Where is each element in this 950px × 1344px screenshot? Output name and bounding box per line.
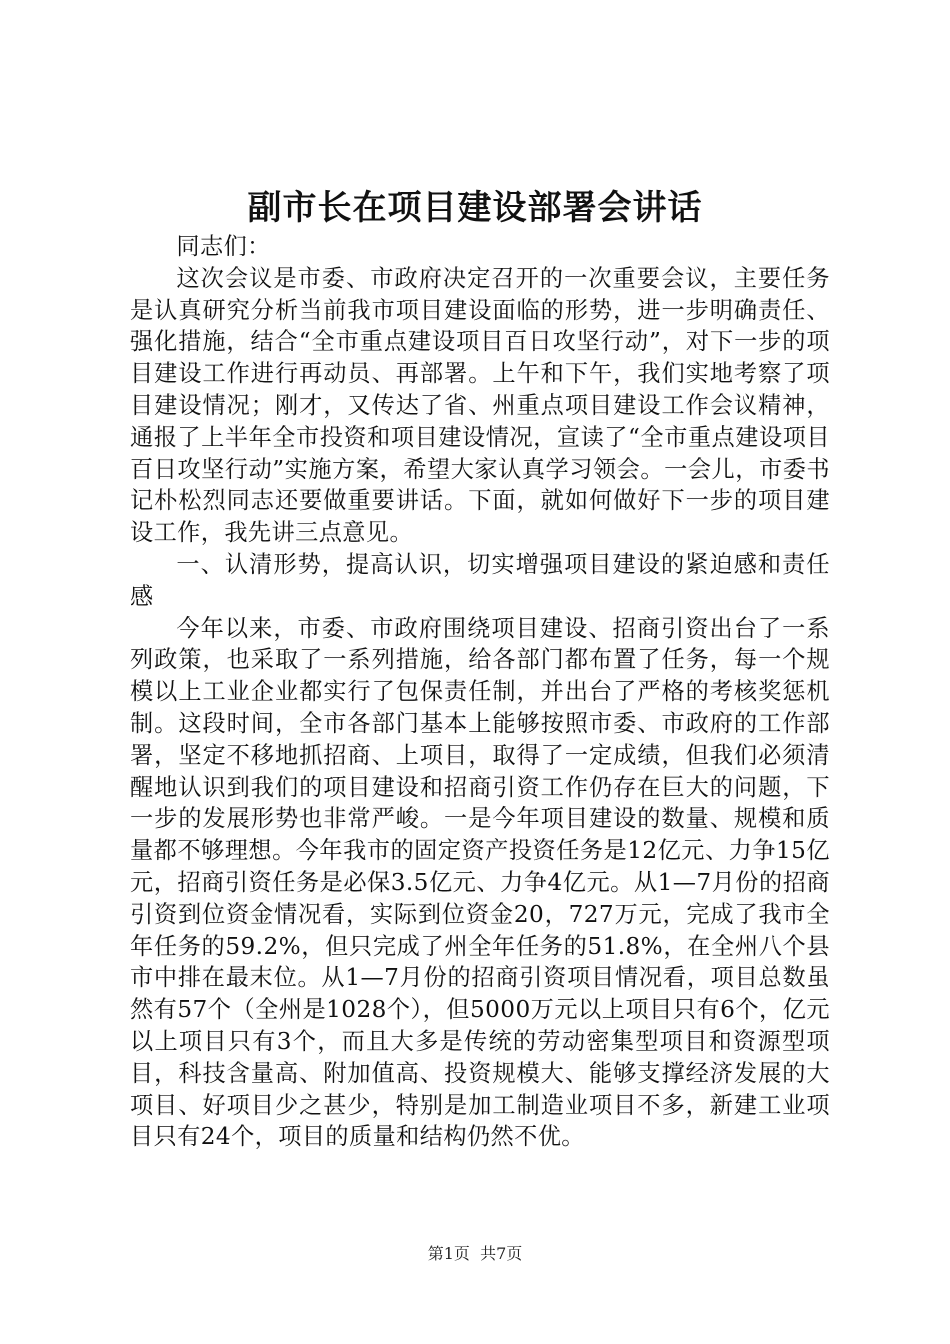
document-body bbox=[130, 231, 830, 1153]
salutation-paragraph: 同志们： bbox=[176, 233, 271, 260]
page-total: 共7页 bbox=[480, 1244, 523, 1263]
page-footer bbox=[0, 1243, 950, 1265]
section-heading-paragraph: 一、认清形势，提高认识，切实增强项目建设的紧迫感和责任感 bbox=[130, 550, 830, 610]
body-paragraph: 今年以来，市委、市政府围绕项目建设、招商引资出台了一系列政策，也采取了一系列措施，给各部门都布置了任务，每一个规模以上工业企业都实行了包保责任制，并出台了严格的考核奖惩机制。这段时间，全市各部门基本上能够按照市委、市政府的工作部署，坚定不移地抓招商、上项目，取得了一定成绩，但我们必须清醒地认识到我们的项目建设和招商引资工作仍存在巨大的问题，下一步的发展形势也非常严峻。一是今年项目建设的数量、规模和质量都不够理想。今年我市的固定资产投资任务是12亿元、力争15亿元，招商引资任务是必保3.5亿元、力争4亿元。从1—7月份的招商引资到位资金情况看，实际到位资金20，727万元，完成了我市全年任务的59.2%，但只完成了州全年任务的51.8%，在全州八个县市中排在最末位。从1—7月份的招商引资项目情况看，项目总数虽然有57个（全州是1028个），但5000万元以上项目只有6个，亿元以上项目只有3个，而且大多是传统的劳动密集型项目和资源型项目，科技含量高、附加值高、投资规模大、能够支撑经济发展的大项目、好项目少之甚少，特别是加工制造业项目不多，新建工业项目只有24个，项目的质量和结构仍然不优。 bbox=[130, 614, 830, 1151]
page-number: 第1页 bbox=[427, 1244, 470, 1263]
document-title: 副市长在项目建设部署会讲话 bbox=[247, 188, 703, 228]
intro-paragraph: 这次会议是市委、市政府决定召开的一次重要会议，主要任务是认真研究分析当前我市项目建设面临的形势，进一步明确责任、强化措施，结合“全市重点建设项目百日攻坚行动”，对下一步的项目建设工作进行再动员、再部署。上午和下午，我们实地考察了项目建设情况；刚才，又传达了省、州重点项目建设工作会议精神，通报了上半年全市投资和项目建设情况，宣读了“全市重点建设项目百日攻坚行动”实施方案，希望大家认真学习领会。一会儿，市委书记朴松烈同志还要做重要讲话。下面，就如何做好下一步的项目建设工作，我先讲三点意见。 bbox=[130, 264, 830, 547]
